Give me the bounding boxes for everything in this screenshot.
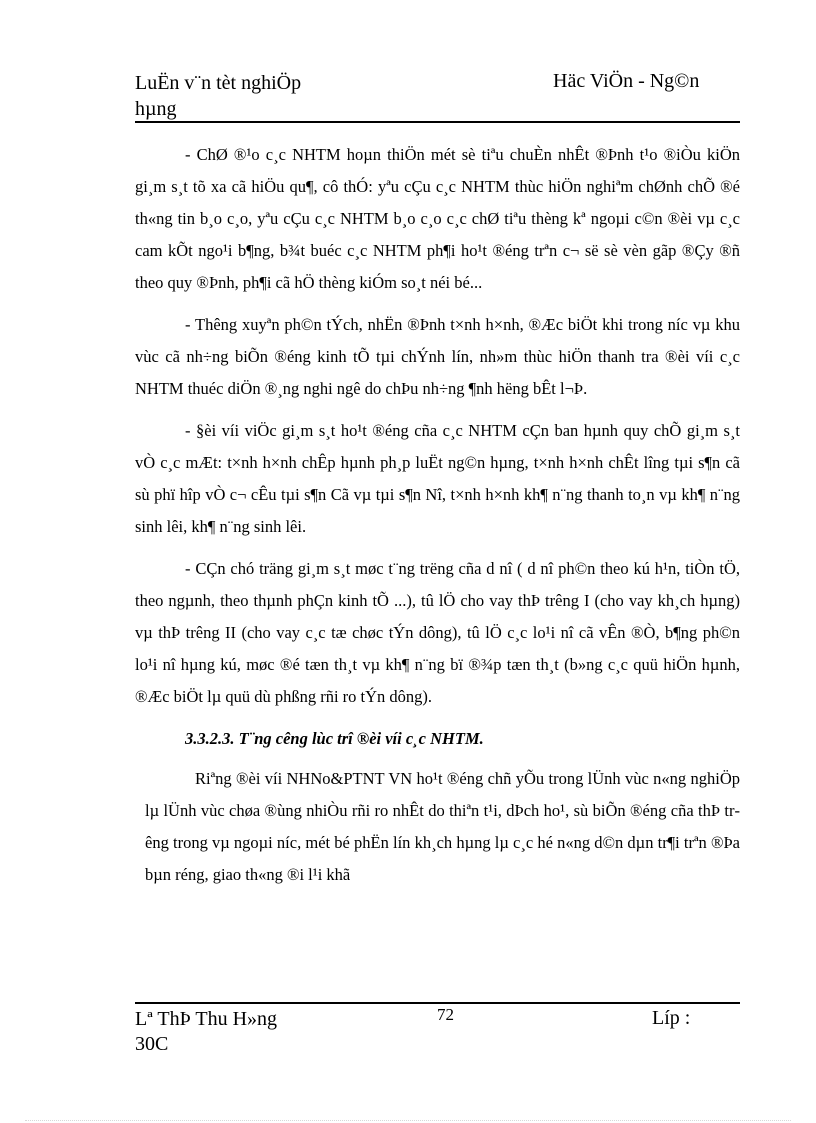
- page-body: [135, 139, 740, 901]
- header-title-line1: LuËn v¨n tèt nghiÖp: [135, 72, 302, 94]
- header-title-line2: hµng: [135, 98, 177, 120]
- header-divider: [135, 121, 740, 123]
- paragraph-1: - ChØ ®¹o c¸c NHTM hoµn thiÖn mét sè tiªu chuÈn nhÊt ®Þnh t¹o ®iÒu kiÖn gi¸m s¸t tõ xa cã hiÖu qu¶, cô thÓ: yªu cÇu c¸c NHTM thùc hiÖn nghiªm chØnh chÕ ®é th«ng tin b¸o c¸o, yªu cÇu c¸c NHTM b¸o c¸o c¸c chØ tiªu thèng kª ngoµi c©n ®èi vµ c¸c cam kÕt ngo¹i b¶ng, b¾t buéc c¸c NHTM ph¶i ho¹t ®éng trªn c¬ së sè vèn gãp ®Çy ®ñ theo quy ®Þnh, ph¶i cã hÖ thèng kiÓm so¸t néi bé...: [135, 145, 740, 292]
- header-right: Häc ViÖn - Ng©n: [553, 70, 700, 92]
- paragraph-2: - Thêng xuyªn ph©n tÝch, nhËn ®Þnh t×nh h×nh, ®Æc biÖt khi trong níc vµ khu vùc cã nh÷ng biÕn ®éng kinh tÕ tµi chÝnh lín, nh»m thùc hiÖn thanh tra ®èi víi c¸c NHTM thuéc diÖn ®¸ng nghi ngê do chÞu nh÷ng ¶nh hëng bÊt l¬Þ.: [135, 315, 740, 398]
- footer-author: Lª ThÞ Thu H»ng: [135, 1008, 278, 1030]
- footer-class: 30C: [135, 1033, 169, 1055]
- footer-left: [135, 1007, 277, 1057]
- header-left: [135, 70, 301, 122]
- footer-right: Líp :: [652, 1007, 691, 1029]
- page-number: 72: [437, 1005, 454, 1024]
- footer-divider: [135, 1002, 740, 1004]
- page-edge-divider: [25, 1120, 791, 1121]
- paragraph-4: - CÇn chó träng gi¸m s¸t møc t¨ng trëng cña d nî ( d nî ph©n theo kú h¹n, tiÒn tÖ, theo ngµnh, theo thµnh phÇn kinh tÕ ...), tû lÖ cho vay thÞ trêng I (cho vay kh¸ch hµng) vµ thÞ trêng II (cho vay c¸c tæ chøc tÝn dông), tû lÖ c¸c lo¹i nî cã vÊn ®Ò, b¶ng ph©n lo¹i nî hµng kú, møc ®é tæn th¸t vµ kh¶ n¨ng bï ®¾p tæn th¸t (b»ng c¸c quü hiÖn hµnh, ®Æc biÖt lµ quü dù phßng rñi ro tÝn dông).: [135, 559, 740, 706]
- paragraph-5: Riªng ®èi víi NHNo&PTNT VN ho¹t ®éng chñ yÕu trong lÜnh vùc n«ng nghiÖp lµ lÜnh vùc chøa ®ùng nhiÒu rñi ro nhÊt do thiªn t¹i, dÞch ho¹, sù biÕn ®éng cña thÞ trêng trong vµ ngoµi níc, mét bé phËn lín kh¸ch hµng lµ c¸c hé n«ng d©n dµn tr¶i trªn ®Þa bµn réng, giao th«ng ®i l¹i khã: [145, 769, 740, 884]
- paragraph-3: - §èi víi viÖc gi¸m s¸t ho¹t ®éng cña c¸c NHTM cÇn ban hµnh quy chÕ gi¸m s¸t vÒ c¸c mÆt: t×nh h×nh chÊp hµnh ph¸p luËt ng©n hµng, t×nh h×nh chÊt lîng tµi s¶n cã sù phï hîp vÒ c¬ cÊu tµi s¶n Cã vµ tµi s¶n Nî, t×nh h×nh kh¶ n¨ng thanh to¸n vµ kh¶ n¨ng sinh lêi, kh¶ n¨ng sinh lêi.: [135, 421, 740, 536]
- section-heading: 3.3.2.3. T¨ng cêng lùc trî ®èi víi c¸c NHTM.: [185, 729, 484, 748]
